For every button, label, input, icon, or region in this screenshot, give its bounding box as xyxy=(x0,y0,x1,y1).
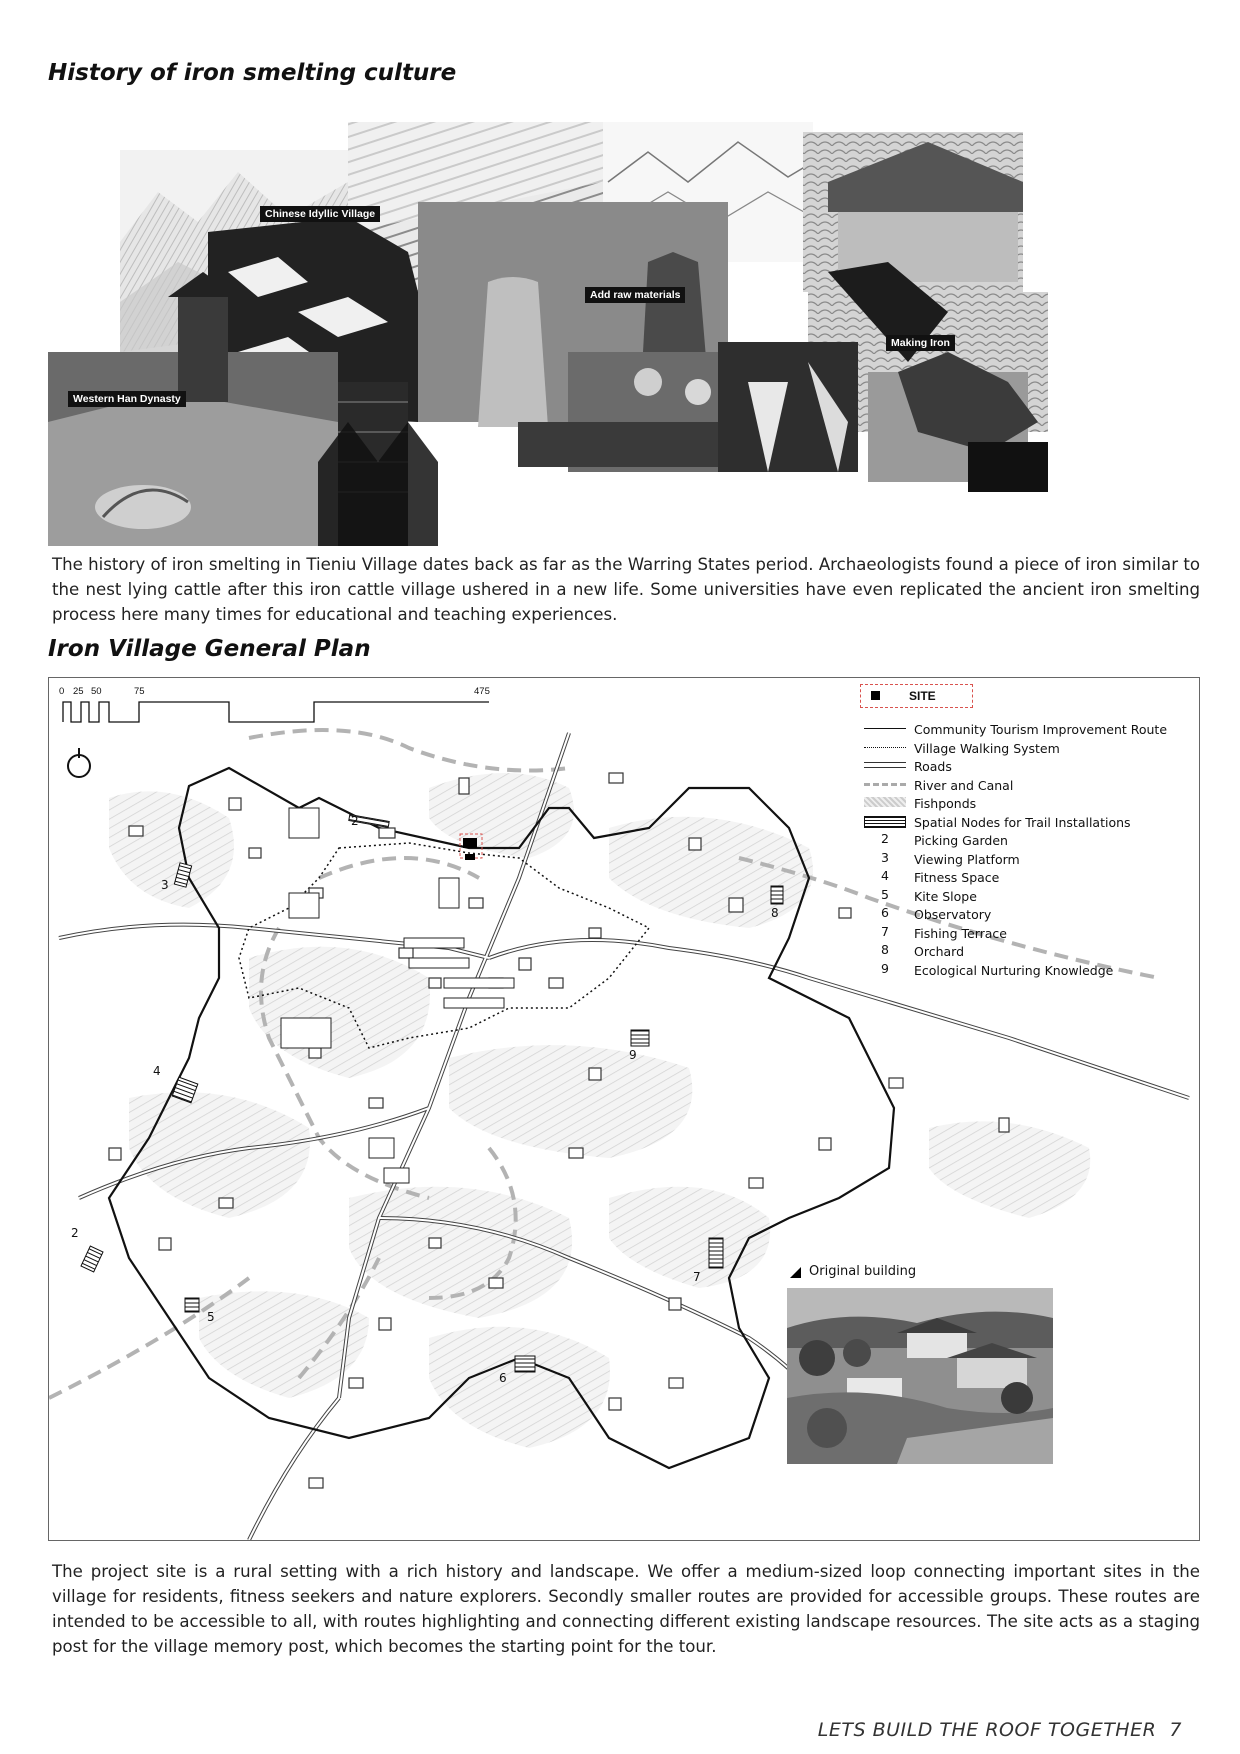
page-number: 7 xyxy=(1169,1719,1182,1741)
page-footer xyxy=(818,1719,1182,1741)
map-number-8: 8 xyxy=(771,906,779,920)
node-hatch-icon xyxy=(864,816,906,828)
scale-label-0: 0 xyxy=(59,686,65,697)
iron-smelting-collage xyxy=(48,122,1200,546)
map-number-2-picking: 2 xyxy=(351,814,359,828)
footer-title: LETS BUILD THE ROOF TOGETHER xyxy=(817,1719,1157,1741)
legend-text: Spatial Nodes for Trail Installations xyxy=(914,814,1131,830)
legend-text: Community Tourism Improvement Route xyxy=(914,722,1168,737)
dotted-line-icon xyxy=(864,747,906,748)
map-number-7: 7 xyxy=(693,1270,701,1284)
legend-number: 8 xyxy=(881,942,889,957)
legend-text: Picking Garden xyxy=(914,833,1008,848)
map-number-5: 5 xyxy=(207,1310,215,1324)
label-western-han-dynasty: Western Han Dynasty xyxy=(68,391,186,407)
collage-illustration xyxy=(48,122,1200,546)
photo-illustration xyxy=(787,1288,1053,1464)
legend-number: 5 xyxy=(881,886,889,902)
label-chinese-idyllic-village: Chinese Idyllic Village xyxy=(260,206,380,222)
legend-text: River and Canal xyxy=(914,777,1014,793)
legend-text: Fitness Space xyxy=(914,870,1000,885)
legend-text: Viewing Platform xyxy=(914,851,1020,867)
legend-number: 6 xyxy=(881,905,889,920)
label-making-iron: Making Iron xyxy=(886,335,955,351)
legend-number: 4 xyxy=(881,868,889,883)
site-square-icon xyxy=(871,691,880,700)
plan-heading: Iron Village General Plan xyxy=(48,636,371,662)
legend-number: 9 xyxy=(881,960,889,976)
legend-text: Kite Slope xyxy=(914,888,977,904)
legend-number: 2 xyxy=(881,831,889,846)
river-dash-icon xyxy=(864,783,906,786)
plan-paragraph: The project site is a rural setting with a rich history and landscape. We offer a medium-sized loop connecting important sites in the village for residents, fitness seekers and nature explorers. Secondly smaller routes are provided for accessible groups. These routes are intended to be accessible to all, with routes highlighting and connecting different existing landscape resources. The site acts as a staging post for the village memory post, which becomes the starting point for the tour. xyxy=(52,1562,1200,1656)
scale-label-75: 75 xyxy=(134,686,145,697)
map-number-3: 3 xyxy=(161,878,169,892)
fishpond-swatch-icon xyxy=(864,797,906,807)
map-number-9: 9 xyxy=(629,1048,637,1062)
scale-label-475: 475 xyxy=(474,686,490,697)
map-number-6: 6 xyxy=(499,1371,507,1385)
map-number-2: 2 xyxy=(71,1226,79,1240)
legend-number: 3 xyxy=(881,849,889,865)
road-icon xyxy=(864,762,906,768)
scale-label-50: 50 xyxy=(91,686,102,697)
legend-text: Observatory xyxy=(914,907,992,922)
scale-label-25: 25 xyxy=(73,686,84,697)
original-building-label: Original building xyxy=(809,1264,917,1279)
history-paragraph: The history of iron smelting in Tieniu Village dates back as far as the Warring States period. Archaeologists found a piece of iron similar to the nest lying cattle after this iron cattle village ushered in a new life. Some universities have even replicated the ancient iron smelting process here many times for educational and teaching experiences. xyxy=(52,555,1200,624)
original-building-photo xyxy=(787,1288,1053,1464)
history-heading: History of iron smelting culture xyxy=(48,60,457,86)
triangle-marker-icon xyxy=(790,1267,801,1278)
route-line-icon xyxy=(864,728,906,729)
general-plan-map xyxy=(48,677,1200,1541)
map-number-4: 4 xyxy=(153,1064,161,1078)
legend-text: Ecological Nurturing Knowledge xyxy=(914,962,1114,978)
label-add-raw-materials: Add raw materials xyxy=(585,287,685,303)
site-label: SITE xyxy=(909,689,936,703)
legend-text: Fishing Terrace xyxy=(914,925,1007,941)
legend-number: 7 xyxy=(881,923,889,939)
legend-text: Village Walking System xyxy=(914,740,1060,756)
site-legend-box xyxy=(860,684,973,708)
legend-text: Roads xyxy=(914,759,952,774)
legend-text: Orchard xyxy=(914,944,965,959)
legend-text: Fishponds xyxy=(914,796,977,811)
